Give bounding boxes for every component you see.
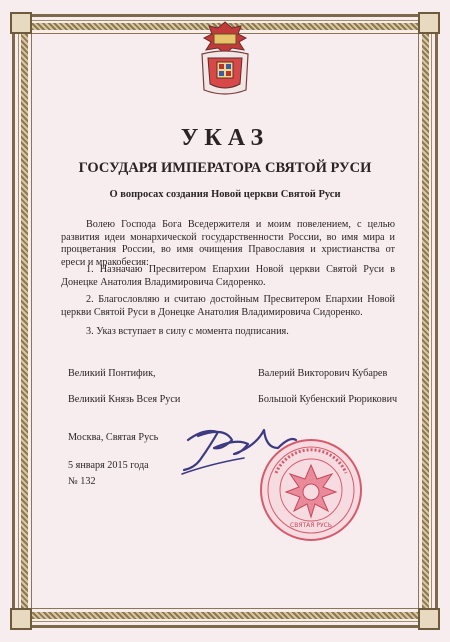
frame-corner: [10, 12, 32, 34]
place: Москва, Святая Русь: [68, 432, 159, 443]
signatory-title-1: Великий Понтифик,: [68, 368, 156, 379]
decree-preamble: Волею Господа Бога Вседержителя и моим повелением, с целью развития идеи монархической государственности России, во имя мира и процветания России, во имя очищения Православия и христианства от ереси и мракобесия:: [61, 219, 395, 268]
frame-corner: [418, 608, 440, 630]
date: 5 января 2015 года: [68, 460, 149, 471]
decree-item-2: 2. Благословляю и считаю достойным Пресвитером Епархии Новой церкви Святой Руси в Донецке Анатолия Владимировича Сидоренко.: [61, 294, 395, 318]
decree-title: УКАЗ: [180, 125, 270, 151]
decree-topic: О вопросах создания Новой церкви Святой Руси: [109, 189, 341, 200]
signatory-title-3: Большой Кубенский Рюрикович: [258, 394, 398, 405]
official-seal: [258, 437, 364, 543]
frame-corner: [418, 12, 440, 34]
signatory-name: Валерий Викторович Кубарев: [258, 368, 388, 379]
ornamental-frame: [12, 14, 438, 628]
signatory-title-2: Великий Князь Всея Руси: [68, 394, 181, 405]
decree-item-3: 3. Указ вступает в силу с момента подписания.: [86, 326, 289, 337]
decree-item-1: 1. Назначаю Пресвитером Епархии Новой церкви Святой Руси в Донецке Анатолия Владимировича Сидоренко.: [61, 264, 395, 288]
seal-text: СВЯТАЯ РУСЬ: [290, 522, 332, 529]
frame-corner: [10, 608, 32, 630]
decree-subtitle: ГОСУДАРЯ ИМПЕРАТОРА СВЯТОЙ РУСИ: [78, 160, 372, 176]
decree-number: № 132: [68, 476, 96, 487]
coat-of-arms-icon: [196, 20, 254, 98]
